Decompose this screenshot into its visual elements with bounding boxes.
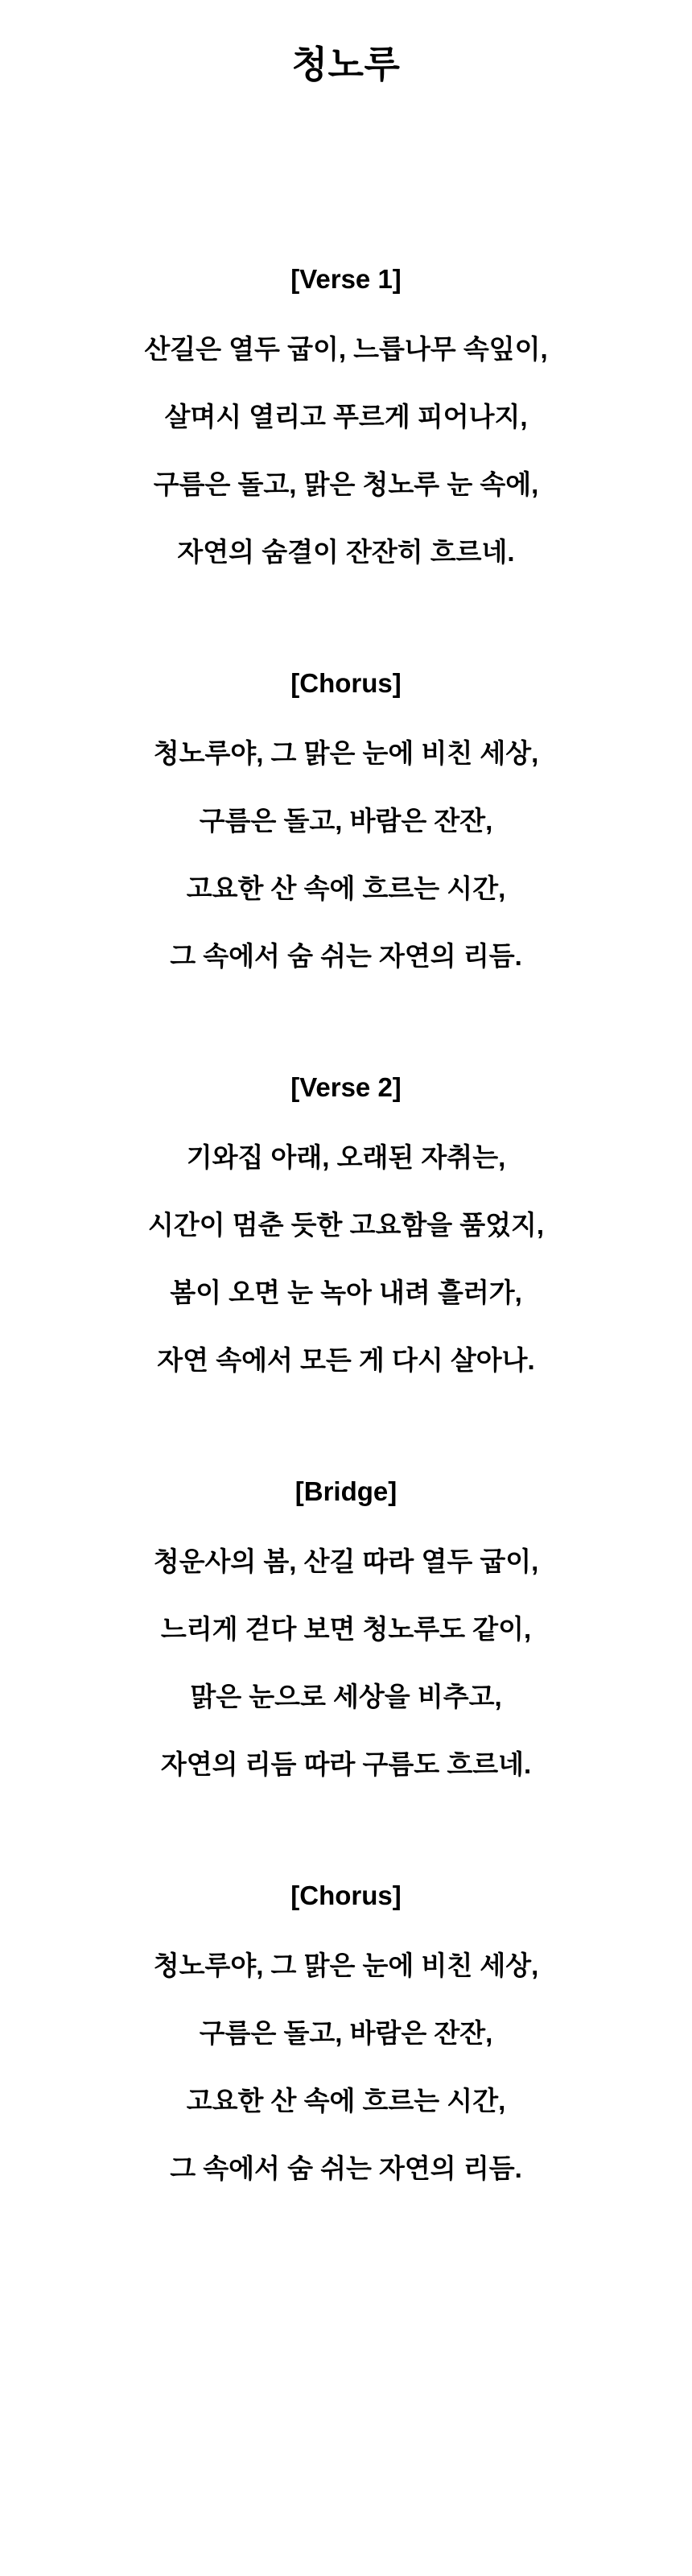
song-title: 청노루 [291, 43, 401, 85]
section-label: [Chorus] [290, 1880, 402, 1910]
lyric-line: 자연 속에서 모든 게 다시 살아나. [157, 1344, 535, 1375]
section-bridge [0, 1458, 692, 1796]
lyric-line: 산길은 열두 굽이, 느릅나무 속잎이, [144, 333, 548, 364]
lyric-line: 그 속에서 숨 쉬는 자연의 리듬. [170, 940, 522, 971]
lyric-line: 청운사의 봄, 산길 따라 열두 굽이, [153, 1546, 539, 1576]
lyric-line: 고요한 산 속에 흐르는 시간, [186, 2085, 506, 2116]
section-chorus-1 [0, 650, 692, 988]
section-label: [Verse 1] [290, 264, 402, 294]
lyric-line: 봄이 오면 눈 녹아 내려 흘러가, [170, 1277, 522, 1307]
lyric-line: 그 속에서 숨 쉬는 자연의 리듬. [170, 2153, 522, 2183]
lyric-line: 구름은 돌고, 바람은 잔잔, [199, 2017, 493, 2048]
lyric-line: 시간이 멈춘 듯한 고요함을 품었지, [147, 1209, 545, 1240]
lyric-line: 기와집 아래, 오래된 자취는, [186, 1141, 506, 1172]
section-verse-2 [0, 1054, 692, 1392]
lyric-line: 맑은 눈으로 세상을 비추고, [190, 1681, 502, 1711]
section-label: [Chorus] [290, 668, 402, 698]
lyric-line: 느리게 걷다 보면 청노루도 같이, [160, 1613, 532, 1644]
lyric-line: 청노루야, 그 맑은 눈에 비친 세상, [153, 1950, 539, 1980]
lyric-line: 청노루야, 그 맑은 눈에 비친 세상, [153, 737, 539, 768]
section-label: [Bridge] [295, 1476, 397, 1506]
lyric-line: 구름은 돌고, 바람은 잔잔, [199, 805, 493, 836]
lyric-line: 자연의 리듬 따라 구름도 흐르네. [160, 1748, 532, 1779]
lyric-line: 고요한 산 속에 흐르는 시간, [186, 873, 506, 903]
section-verse-1 [0, 246, 692, 584]
lyric-line: 자연의 숨결이 잔잔히 흐르네. [177, 536, 515, 567]
lyric-line: 구름은 돌고, 맑은 청노루 눈 속에, [153, 469, 539, 499]
lyric-line: 살며시 열리고 푸르게 피어나지, [164, 401, 528, 431]
section-label: [Verse 2] [290, 1072, 402, 1102]
section-chorus-2 [0, 1862, 692, 2200]
